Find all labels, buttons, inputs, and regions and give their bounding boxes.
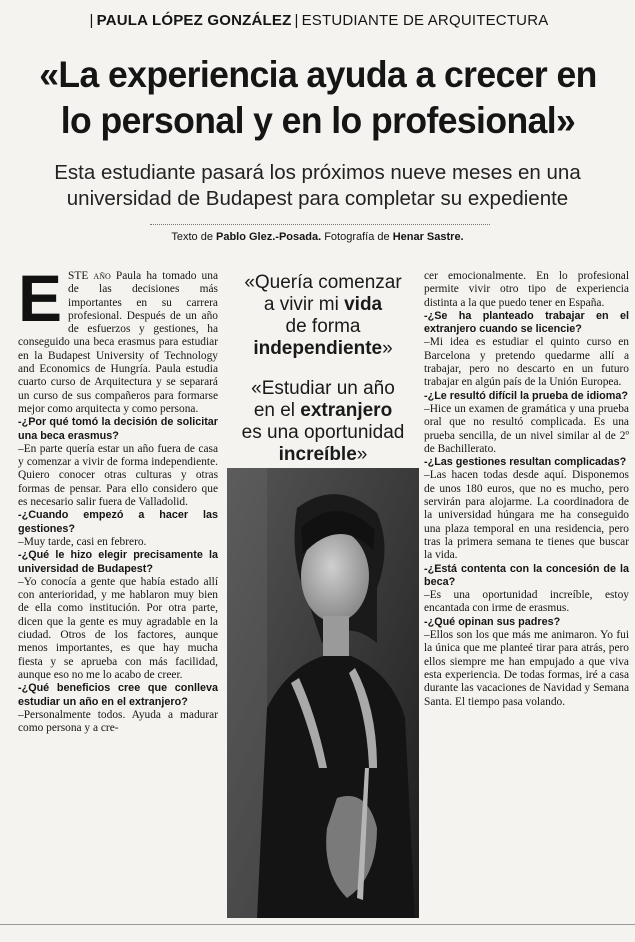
question-3: -¿Qué le hizo elegir precisamente la universidad de Budapest? — [18, 549, 218, 575]
interviewee-name: PAULA LÓPEZ GONZÁLEZ — [96, 12, 292, 29]
pull-quote-2-emphasis: extranjero — [300, 400, 393, 421]
drop-cap: E — [18, 261, 63, 335]
pull-quote-1-close: » — [382, 338, 393, 359]
intro-paragraph — [18, 261, 219, 416]
headline-line-2: lo personal y en lo profesional» — [60, 100, 576, 141]
pull-quote-1-emphasis-2: independiente — [253, 338, 383, 359]
article-column-1 — [18, 261, 219, 735]
pull-quote-2 — [232, 378, 414, 466]
pull-quote-1-line-1: «Quería comenzar — [244, 272, 402, 293]
pull-quote-1 — [232, 272, 414, 360]
pull-quote-2-line-2 — [232, 400, 414, 422]
question-4: -¿Qué beneficios cree que conlleva estudiar un año en el extranjero? — [18, 682, 218, 708]
question-9: -¿Qué opinan sus padres? — [424, 615, 561, 628]
page-bottom-rule — [0, 924, 635, 925]
answer-5: –Mi idea es estudiar el quinto curso en Barcelona y pretendo quedarme allí a trabajar, pero no descarto en un futuro trabajar en algún país de la Unión Europea. — [424, 336, 629, 389]
headline — [20, 52, 615, 144]
headline-line-1: «La experiencia ayuda a crecer en — [39, 54, 597, 95]
kicker-divider: | — [89, 12, 94, 29]
pull-quote-2-text: en el — [253, 400, 301, 421]
question-8: -¿Está contenta con la concesión de la beca? — [424, 562, 629, 588]
answer-7: –Las hacen todas desde aquí. Disponemos de unos 180 euros, que no es mucho, pero servirán para alojarme. La coordinadora de la universidad húngara me ha conseguido una plaza temporal en una residencia, pero tras la primera semana te tienes que buscar la vida. — [424, 469, 629, 562]
question-1: -¿Por qué tomó la decisión de solicitar una beca erasmus? — [18, 416, 218, 442]
pull-quote-2-line-1: «Estudiar un año — [251, 378, 395, 399]
student-photo — [227, 468, 419, 918]
portrait-illustration — [227, 468, 419, 918]
answer-2: –Muy tarde, casi en febrero. — [18, 535, 147, 548]
text-credit-prefix: Texto de — [171, 231, 216, 243]
answer-4-continued: cer emocionalmente. En lo profesional permite vivir otro tipo de experiencia distinta a la que puedo tener en España. — [424, 270, 629, 309]
kicker — [0, 12, 635, 29]
subheadline-line-1: Esta estudiante pasará los próximos nueve meses en una — [54, 161, 581, 184]
text-author: Pablo Glez.-Posada. — [216, 231, 322, 243]
pull-quote-1-text: a vivir mi — [263, 294, 345, 315]
answer-6: –Hice un examen de gramática y una prueba oral que no resultó complicada. Es una prueba sencilla, de un nivel similar al de 2º de Bachillerato. — [424, 402, 629, 455]
question-5: -¿Se ha planteado trabajar en el extranjero cuando se licencie? — [424, 309, 629, 336]
credits-divider — [150, 224, 490, 225]
pull-quote-1-line-3: de forma — [285, 316, 361, 337]
photo-credit-prefix: Fotografía de — [321, 231, 393, 243]
article-column-3 — [424, 270, 629, 709]
photo-author: Henar Sastre. — [392, 231, 464, 243]
answer-4: –Personalmente todos. Ayuda a madurar como persona y a cre- — [18, 708, 218, 735]
answer-3: –Yo conocía a gente que había estado allí con anterioridad, y me hablaron muy bien de ella como institución. Por otra parte, dicen que la gente es muy agradable en la ciudad. Otros de los factores, aunque menos importantes, es que hay mucha fiesta y se aprueba con más facilidad, aunque eso no me lo acabo de creer. — [18, 575, 218, 681]
pull-quote-2-close: » — [356, 444, 368, 465]
pull-quote-1-emphasis: vida — [344, 294, 383, 315]
intro-text: Paula ha tomado una de las decisiones más importantes en su carrera profesional. Después de un año de esfuerzos y gestiones, ha conseguido una beca erasmus para estudiar en la Budapest University of Technology and Economics de Hungría. Paula estudia cuarto curso de Arquitectura y se separará un curso de sus compañeros para formarse mejor como arquitecta y como persona. — [18, 270, 219, 415]
interviewee-role: ESTUDIANTE DE ARQUITECTURA — [301, 12, 549, 29]
subheadline — [10, 160, 625, 212]
pull-quote-1-line-2 — [232, 294, 414, 316]
pull-quote-1-line-4 — [232, 338, 414, 360]
question-2: -¿Cuando empezó a hacer las gestiones? — [18, 509, 218, 535]
pull-quote-2-line-3: es una oportunidad — [241, 422, 405, 443]
question-6: -¿Le resultó difícil la prueba de idioma? — [424, 389, 628, 402]
answer-9: –Ellos son los que más me animaron. Yo fui la única que me planteé tirar para atrás, pero ellos siempre me han empujado a que viva esta experiencia. De todas formas, iré a casa durante las vacaciones de Navidad y Semana Santa. El tiempo pasa volando. — [424, 629, 629, 708]
credits — [0, 231, 635, 243]
answer-1: –En parte quería estar un año fuera de casa y comenzar a vivir de forma independiente. Quiero conocer otras culturas y otras formas de pensar. Para ello considero que es necesario salir fuera de Valladolid. — [18, 442, 218, 509]
answer-8: –Es una oportunidad increíble, estoy encantada con irme de erasmus. — [424, 589, 629, 615]
pull-quote-2-line-4 — [232, 444, 414, 466]
lead-in: STE año — [68, 270, 111, 282]
subheadline-line-2: universidad de Budapest para completar su expediente — [66, 187, 569, 210]
pull-quote-2-emphasis-2: increíble — [278, 444, 357, 465]
question-7: -¿Las gestiones resultan complicadas? — [424, 456, 627, 469]
kicker-divider: | — [294, 12, 299, 29]
